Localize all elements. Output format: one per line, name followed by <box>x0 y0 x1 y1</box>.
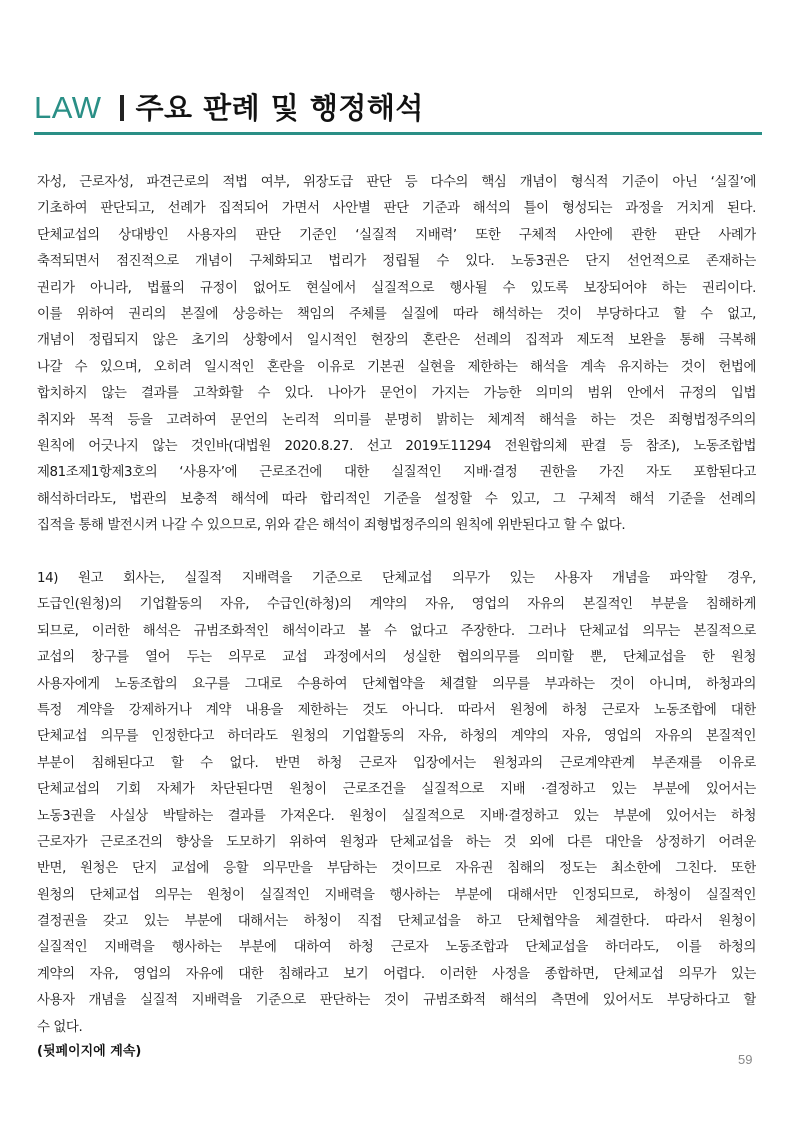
text-line: 근로자가 근로조건의 향상을 도모하기 위하여 원청과 단체교섭을 하는 것 외에 다른 대안을 상정하기 어려운 <box>37 834 756 850</box>
header-divider <box>120 95 124 121</box>
text-line: 수 없다. <box>37 1019 83 1035</box>
text-line: 자성, 근로자성, 파견근로의 적법 여부, 위장도급 판단 등 다수의 핵심 개념이 형식적 기준이 아닌 ‘실질’에 <box>37 175 756 190</box>
paragraph-1 <box>37 170 756 539</box>
text-line: 계약의 자유, 영업의 자유에 대한 침해라고 보기 어렵다. 이러한 사정을 종합하면, 단체교섭 의무가 있는 <box>37 966 756 982</box>
text-line: 단체교섭 의무를 인정한다고 하더라도 원청의 기업활동의 자유, 하청의 계약의 자유, 영업의 자유의 본질적인 <box>37 729 756 745</box>
text-line: 14) 원고 회사는, 실질적 지배력을 기준으로 단체교섭 의무가 있는 사용자 개념을 파악할 경우, <box>37 571 756 586</box>
page-number: 59 <box>738 1052 753 1067</box>
text-line: 취지와 목적 등을 고려하여 문언의 논리적 의미를 분명히 밝히는 체계적 해석을 하는 것은 죄형법정주의의 <box>37 412 756 428</box>
text-line: 개념이 정립되지 않은 초기의 상황에서 일시적인 현장의 혼란은 선례의 집적과 제도적 보완을 통해 극복해 <box>37 333 756 349</box>
text-line: 도급인(원청)의 기업활동의 자유, 수급인(하청)의 계약의 자유, 영업의 자유의 본질적인 부분을 침해하게 <box>37 597 756 613</box>
page-header <box>34 86 424 127</box>
text-line: 실질적인 지배력을 행사하는 부분에 대하여 하청 근로자 노동조합과 단체교섭을 하더라도, 이를 하청의 <box>37 940 756 956</box>
text-line: 반면, 원청은 단지 교섭에 응할 의무만을 부담하는 것이므로 자유권 침해의 정도는 최소한에 그친다. 또한 <box>37 861 756 877</box>
text-line: 제81조제1항제3호의 ‘사용자’에 근로조건에 대한 실질적인 지배·결정 권한을 가진 자도 포함된다고 <box>37 465 756 481</box>
paragraph-2 <box>37 566 756 1041</box>
text-line: 교섭의 창구를 열어 두는 의무로 교섭 과정에서의 성실한 협의의무를 의미할 뿐, 단체교섭을 한 원청 <box>37 650 756 666</box>
text-line: 특정 계약을 강제하거나 계약 내용을 제한하는 것도 아니다. 따라서 원청에 하청 근로자 노동조합에 대한 <box>37 702 756 718</box>
text-line: 원청의 단체교섭 의무는 원청이 실질적인 지배력을 행사하는 부분에 대해서만 인정되므로, 하청이 실질적인 <box>37 887 756 903</box>
text-line: 사용자 개념을 실질적 지배력을 기준으로 판단하는 것이 규범조화적 해석의 측면에 있어서도 부당하다고 할 <box>37 993 756 1009</box>
text-line: 노동3권을 사실상 박탈하는 결과를 가져온다. 원청이 실질적으로 지배·결정하고 있는 부분에 있어서는 하청 <box>37 808 756 824</box>
text-line: 원칙에 어긋나지 않는 것인바(대법원 2020.8.27. 선고 2019도11294 전원합의체 판결 등 참조), 노동조합법 <box>37 438 756 454</box>
text-line: 권리가 아니라, 법률의 규정이 없어도 현실에서 실질적으로 행사될 수 있도록 보장되어야 하는 권리이다. <box>37 280 756 296</box>
text-line: 합치하지 않는 결과를 고착화할 수 있다. 나아가 문언이 가지는 가능한 의미의 범위 안에서 규정의 입법 <box>37 386 756 402</box>
text-line: 사용자에게 노동조합의 요구를 그대로 수용하여 단체협약을 체결할 의무를 부과하는 것이 아니며, 하청과의 <box>37 676 756 692</box>
text-line: 해석하더라도, 법관의 보충적 해석에 따라 합리적인 기준을 설정할 수 있고, 그 구체적 해석 기준을 선례의 <box>37 491 756 507</box>
text-line: 단체교섭의 상대방인 사용자의 판단 기준인 ‘실질적 지배력’ 또한 구체적 사안에 관한 판단 사례가 <box>37 227 756 243</box>
text-line: 축적되면서 점진적으로 개념이 구체화되고 법리가 정립될 수 있다. 노동3권은 단지 선언적으로 존재하는 <box>37 254 756 270</box>
continued-note: (뒷페이지에 계속) <box>37 1044 142 1059</box>
text-line: 되므로, 이러한 해석은 규범조화적인 해석이라고 볼 수 없다고 주장한다. 그러나 단체교섭 의무는 본질적으로 <box>37 623 756 639</box>
section-label: LAW <box>34 90 102 125</box>
text-line: 이를 위하여 권리의 본질에 상응하는 책임의 주체를 실질에 따라 해석하는 것이 부당하다고 할 수 없고, <box>37 306 756 322</box>
text-line: 부분이 침해된다고 할 수 없다. 반면 하청 근로자 입장에서는 원청과의 근로계약관계 부존재를 이유로 <box>37 755 756 771</box>
page-title: 주요 판례 및 행정해석 <box>135 91 424 125</box>
text-line: 집적을 통해 발전시켜 나갈 수 있으므로, 위와 같은 해석이 죄형법정주의의 원칙에 위반된다고 할 수 없다. <box>37 518 626 534</box>
text-line: 기초하여 판단되고, 선례가 집적되어 가면서 사안별 판단 기준과 해석의 틀이 형성되는 과정을 거치게 된다. <box>37 201 756 217</box>
header-rule <box>34 132 762 135</box>
text-line: 나갈 수 있으며, 오히려 일시적인 혼란을 이유로 기본권 실현을 제한하는 해석을 계속 유지하는 것이 헌법에 <box>37 359 756 375</box>
text-line: 결정권을 갖고 있는 부분에 대해서는 하청이 직접 단체교섭을 하고 단체협약을 체결한다. 따라서 원청이 <box>37 914 756 930</box>
text-line: 단체교섭의 기회 자체가 차단된다면 원청이 근로조건을 실질적으로 지배 ·결정하고 있는 부분에 있어서는 <box>37 782 756 798</box>
